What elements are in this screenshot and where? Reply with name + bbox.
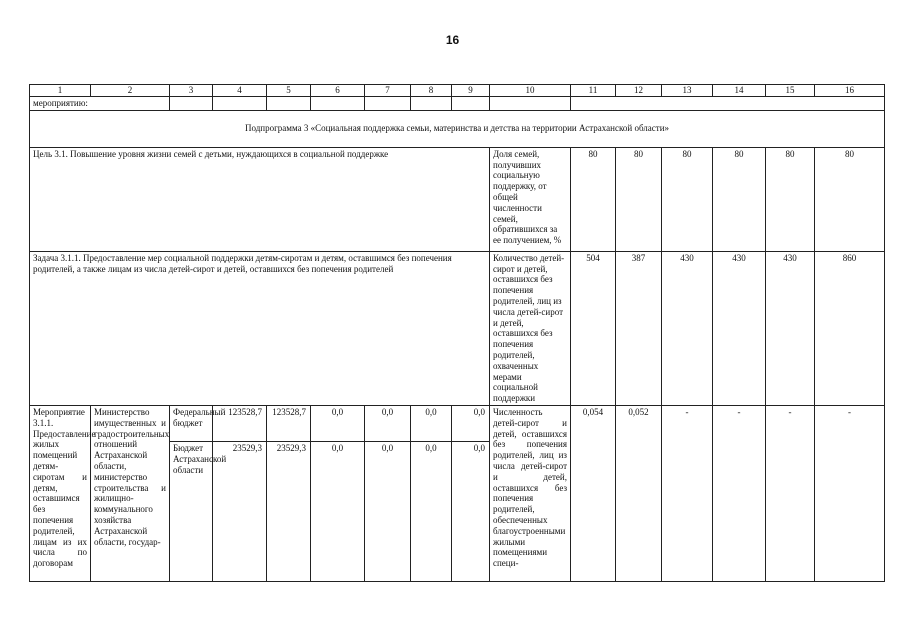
goal-value: 80 <box>815 147 885 251</box>
goal-value: 80 <box>571 147 616 251</box>
amount-cell: 123528,7 <box>213 405 267 441</box>
continuation-label: мероприятию: <box>30 97 170 111</box>
col-header: 7 <box>365 85 411 97</box>
subprogram-row <box>30 110 885 147</box>
col-header: 12 <box>616 85 662 97</box>
task-text: Задача 3.1.1. Предоставление мер социальной поддержки детям-сиротам и детям, оставшимся без попечения родителей, а также лицам из числа детей-сирот и детей, оставшихся без попечения родителей <box>30 251 490 405</box>
activity-value: - <box>713 405 766 581</box>
col-header: 3 <box>170 85 213 97</box>
task-value: 430 <box>766 251 815 405</box>
table-cell <box>213 97 267 111</box>
goal-row <box>30 147 885 251</box>
table-cell <box>170 97 213 111</box>
amount-cell: 0,0 <box>411 441 452 581</box>
amount-cell: 0,0 <box>311 441 365 581</box>
col-header: 15 <box>766 85 815 97</box>
col-header: 6 <box>311 85 365 97</box>
goal-indicator: Доля семей, получивших социальную поддержку, от общей численности семей, обратившихся за ее получением, % <box>490 147 571 251</box>
col-header: 1 <box>30 85 91 97</box>
activity-indicator: Численность детей-сирот и детей, оставшихся без попечения родителей, лиц из числа детей-сирот и детей, оставшихся без попечения родителей, обеспеченных благоустроенными жилыми помещениями специ- <box>490 405 571 581</box>
activity-row-federal <box>30 405 885 441</box>
header-row <box>30 85 885 97</box>
amount-cell: 123528,7 <box>267 405 311 441</box>
col-header: 13 <box>662 85 713 97</box>
task-value: 504 <box>571 251 616 405</box>
amount-cell: 23529,3 <box>267 441 311 581</box>
goal-value: 80 <box>766 147 815 251</box>
amount-cell: 0,0 <box>452 405 490 441</box>
amount-cell: 0,0 <box>365 405 411 441</box>
funding-source: Федеральный бюджет <box>170 405 213 441</box>
task-value: 387 <box>616 251 662 405</box>
table-cell <box>411 97 452 111</box>
activity-value: - <box>815 405 885 581</box>
activity-value: 0,052 <box>616 405 662 581</box>
table-cell <box>267 97 311 111</box>
task-value: 430 <box>713 251 766 405</box>
goal-text: Цель 3.1. Повышение уровня жизни семей с детьми, нуждающихся в социальной поддержке <box>30 147 490 251</box>
col-header: 2 <box>91 85 170 97</box>
program-table <box>29 84 885 582</box>
program-table-wrapper <box>29 84 884 596</box>
table-cell <box>365 97 411 111</box>
table-cell <box>452 97 490 111</box>
col-header: 10 <box>490 85 571 97</box>
col-header: 9 <box>452 85 490 97</box>
col-header: 16 <box>815 85 885 97</box>
activity-executor: Министерство имущественных и градостроительных отношений Астраханской области, министерство строительства и жилищно-коммунального хозяйства Астраханской области, государ- <box>91 405 170 581</box>
amount-cell: 0,0 <box>452 441 490 581</box>
goal-value: 80 <box>713 147 766 251</box>
activity-value: - <box>766 405 815 581</box>
task-indicator: Количество детей-сирот и детей, оставшихся без попечения родителей, лиц из числа детей-сирот и детей, оставшихся без попечения родителей, охваченных мерами социальной поддержки <box>490 251 571 405</box>
activity-value: - <box>662 405 713 581</box>
amount-cell: 0,0 <box>365 441 411 581</box>
amount-cell: 0,0 <box>311 405 365 441</box>
goal-value: 80 <box>616 147 662 251</box>
task-value: 860 <box>815 251 885 405</box>
activity-value: 0,054 <box>571 405 616 581</box>
amount-cell: 0,0 <box>411 405 452 441</box>
col-header: 8 <box>411 85 452 97</box>
page-number: 16 <box>445 33 460 47</box>
task-value: 430 <box>662 251 713 405</box>
amount-cell: 23529,3 <box>213 441 267 581</box>
continuation-row <box>30 97 885 111</box>
table-cell <box>311 97 365 111</box>
col-header: 14 <box>713 85 766 97</box>
subprogram-title: Подпрограмма 3 «Социальная поддержка семьи, материнства и детства на территории Астраханской области» <box>30 110 885 147</box>
table-cell <box>571 97 885 111</box>
task-row <box>30 251 885 405</box>
col-header: 11 <box>571 85 616 97</box>
activity-name: Мероприятие 3.1.1. Предоставление жилых помещений детям-сиротам и детям, оставшимся без попечения родителей, лицам из их числа по договорам <box>30 405 91 581</box>
funding-source: Бюджет Астраханской области <box>170 441 213 581</box>
col-header: 4 <box>213 85 267 97</box>
col-header: 5 <box>267 85 311 97</box>
table-cell <box>490 97 571 111</box>
goal-value: 80 <box>662 147 713 251</box>
